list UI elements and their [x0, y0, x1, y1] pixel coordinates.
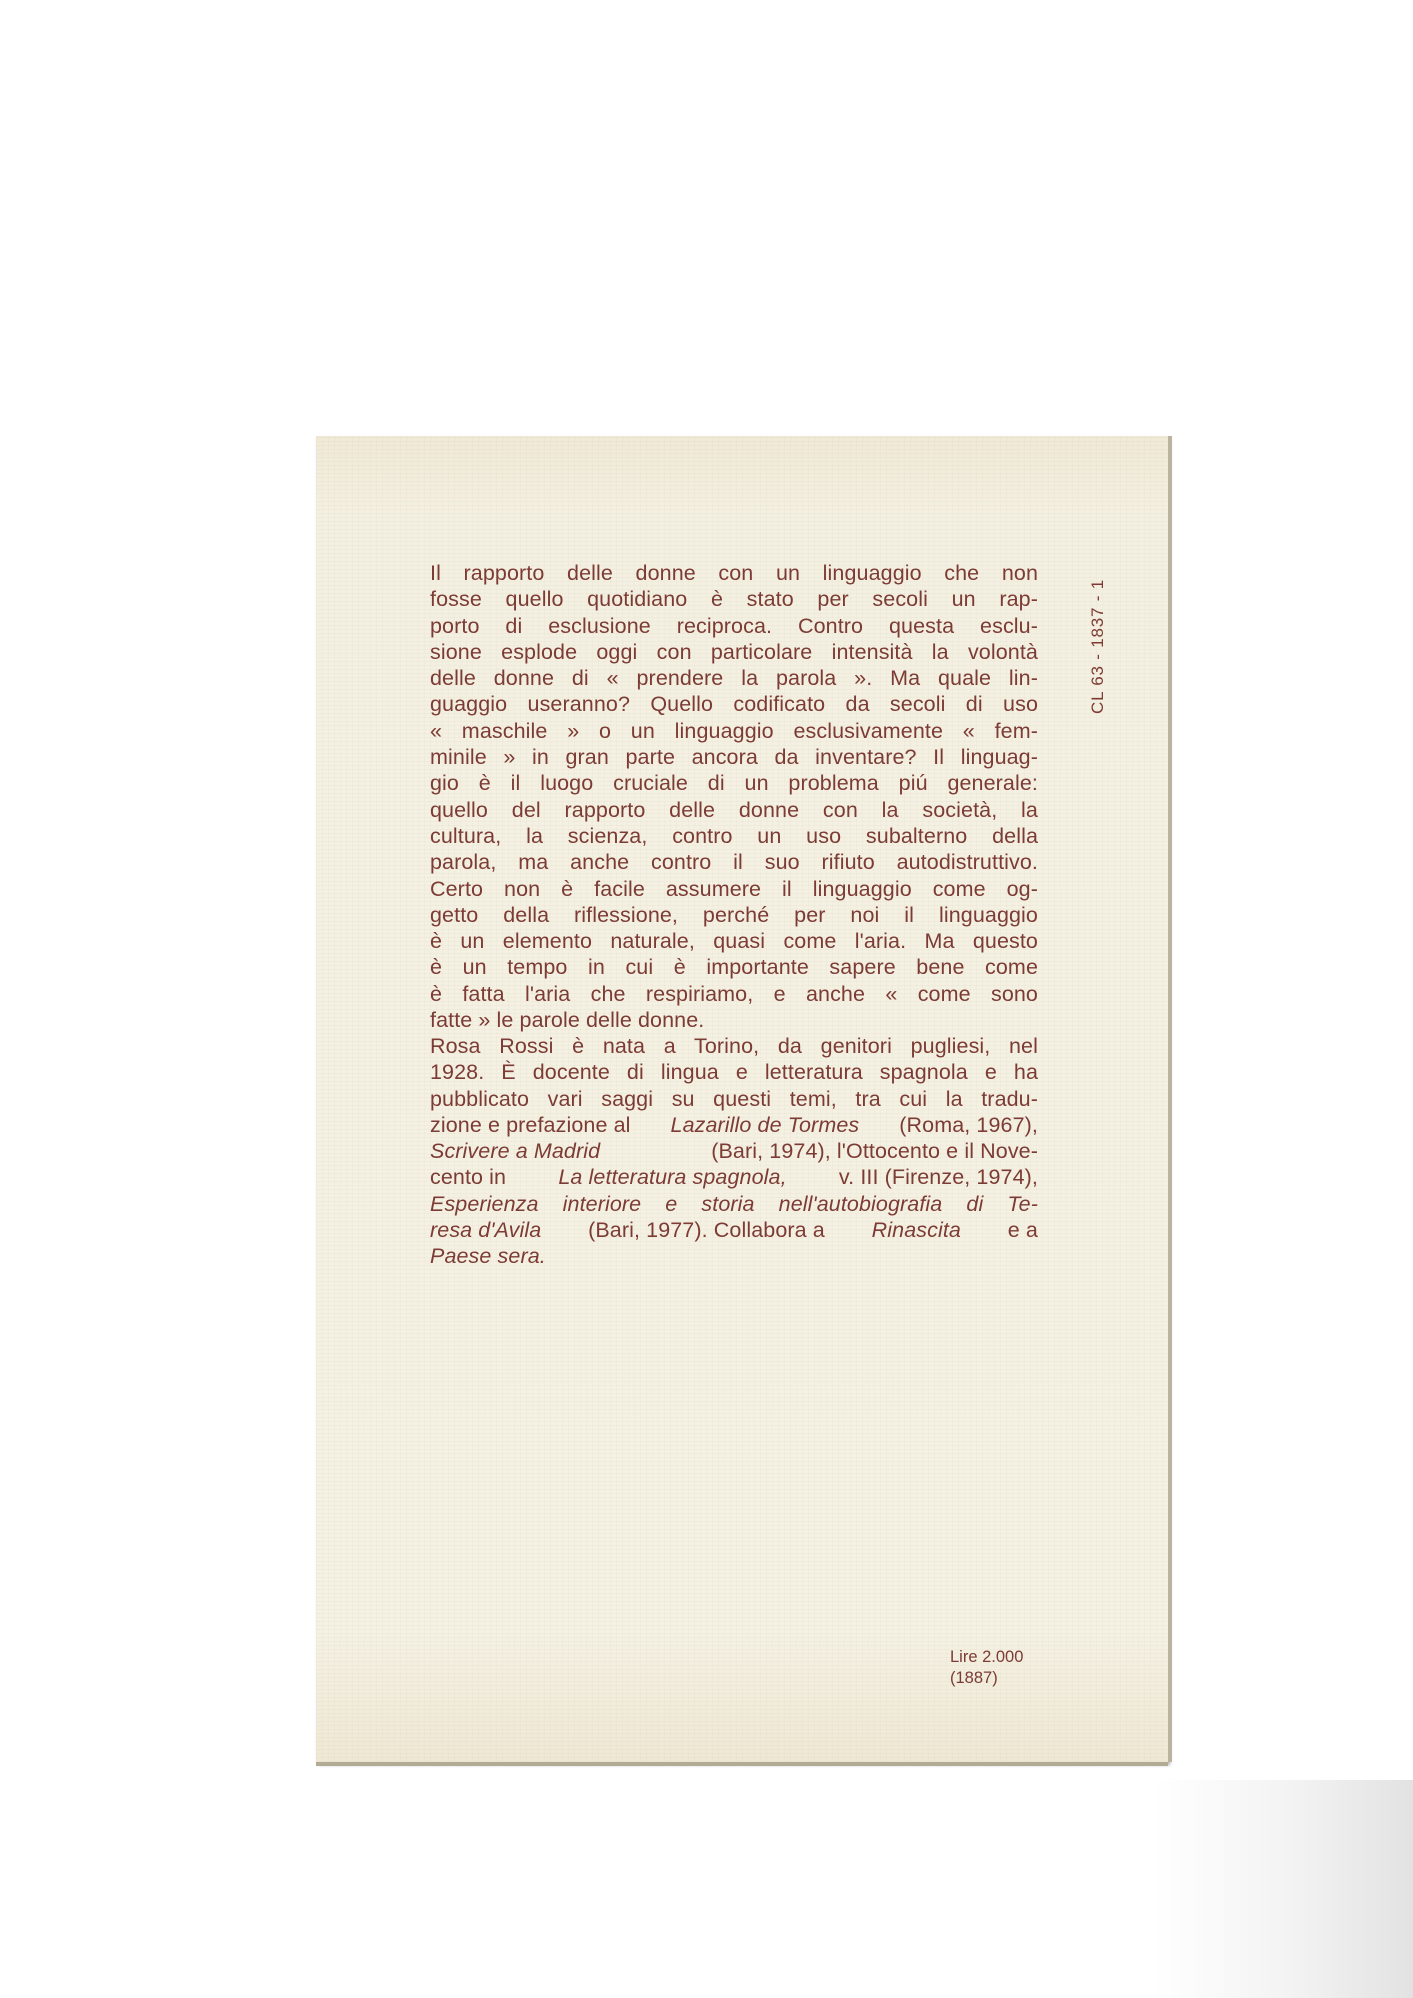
- bio-line: [430, 1164, 1038, 1190]
- blurb-line: minile » in gran parte ancora da inventare? Il linguag-: [430, 745, 1038, 770]
- blurb-line: Il rapporto delle donne con un linguaggio che non: [430, 561, 1038, 585]
- bio-text: zione e prefazione al: [430, 1112, 631, 1137]
- scanner-edge-shadow: [1153, 1780, 1413, 1998]
- blurb-line: gio è il luogo cruciale di un problema piú generale:: [430, 771, 1038, 796]
- book-title-italic: La letteratura spagnola,: [558, 1165, 787, 1190]
- catalog-code: CL 63 - 1837 - 1: [1088, 578, 1107, 714]
- book-title-italic: Scrivere a Madrid: [430, 1139, 601, 1164]
- bio-text: (Bari, 1977). Collabora a: [588, 1218, 825, 1243]
- bio-text: v. III (Firenze, 1974),: [838, 1165, 1038, 1190]
- blurb-line: getto della riflessione, perché per noi il linguaggio: [430, 902, 1038, 927]
- bio-text: e a: [1007, 1218, 1038, 1243]
- bio-text: (Roma, 1967),: [899, 1112, 1038, 1137]
- bio-line: Rosa Rossi è nata a Torino, da genitori pugliesi, nel: [430, 1034, 1038, 1058]
- blurb-paragraph: [430, 560, 1038, 1033]
- blurb-line: porto di esclusione reciproca. Contro questa esclu-: [430, 613, 1038, 638]
- blurb-line: quello del rapporto delle donne con la società, la: [430, 797, 1038, 822]
- book-title-italic: Paese sera.: [430, 1244, 546, 1269]
- price-amount: Lire 2.000: [950, 1648, 1024, 1666]
- bio-line: [430, 1112, 1038, 1138]
- book-title-italic: resa d'Avila: [430, 1218, 542, 1243]
- blurb-line: fosse quello quotidiano è stato per secoli un rap-: [430, 587, 1038, 612]
- author-bio-paragraph: [430, 1033, 1038, 1270]
- blurb-line: è fatta l'aria che respiriamo, e anche « come sono: [430, 981, 1038, 1006]
- book-title-italic: Esperienza interiore e storia nell'autobiografia di Te-: [430, 1191, 1038, 1216]
- book-title-italic: Lazarillo de Tormes: [670, 1112, 860, 1137]
- bio-line: [430, 1191, 1038, 1217]
- bio-line: 1928. È docente di lingua e letteratura spagnola e ha: [430, 1060, 1038, 1085]
- bio-line: [430, 1138, 1038, 1164]
- blurb-line: fatte » le parole delle donne.: [430, 1008, 705, 1033]
- blurb-line: è un elemento naturale, quasi come l'aria. Ma questo: [430, 929, 1038, 954]
- blurb-line: parola, ma anche contro il suo rifiuto autodistruttivo.: [430, 850, 1038, 875]
- bio-line: [430, 1217, 1038, 1243]
- blurb-line: guaggio useranno? Quello codificato da secoli di uso: [430, 692, 1038, 717]
- blurb-line: « maschile » o un linguaggio esclusivamente « fem-: [430, 718, 1038, 743]
- price-code: (1887): [950, 1669, 998, 1687]
- book-back-cover: [316, 436, 1168, 1762]
- bio-text: cento in: [430, 1165, 507, 1190]
- book-title-italic: Rinascita: [871, 1218, 961, 1243]
- bio-line: pubblicato vari saggi su questi temi, tra cui la tradu-: [430, 1086, 1038, 1111]
- blurb-line: delle donne di « prendere la parola ». Ma quale lin-: [430, 666, 1038, 691]
- blurb-line: sione esplode oggi con particolare intensità la volontà: [430, 639, 1038, 664]
- blurb-line: cultura, la scienza, contro un uso subalterno della: [430, 823, 1038, 848]
- price-block: [950, 1647, 1023, 1689]
- bio-text: (Bari, 1974), l'Ottocento e il Nove-: [711, 1139, 1038, 1164]
- blurb-line: è un tempo in cui è importante sapere bene come: [430, 955, 1038, 980]
- blurb-line: Certo non è facile assumere il linguaggio come og-: [430, 876, 1038, 901]
- bio-line: [430, 1243, 1038, 1269]
